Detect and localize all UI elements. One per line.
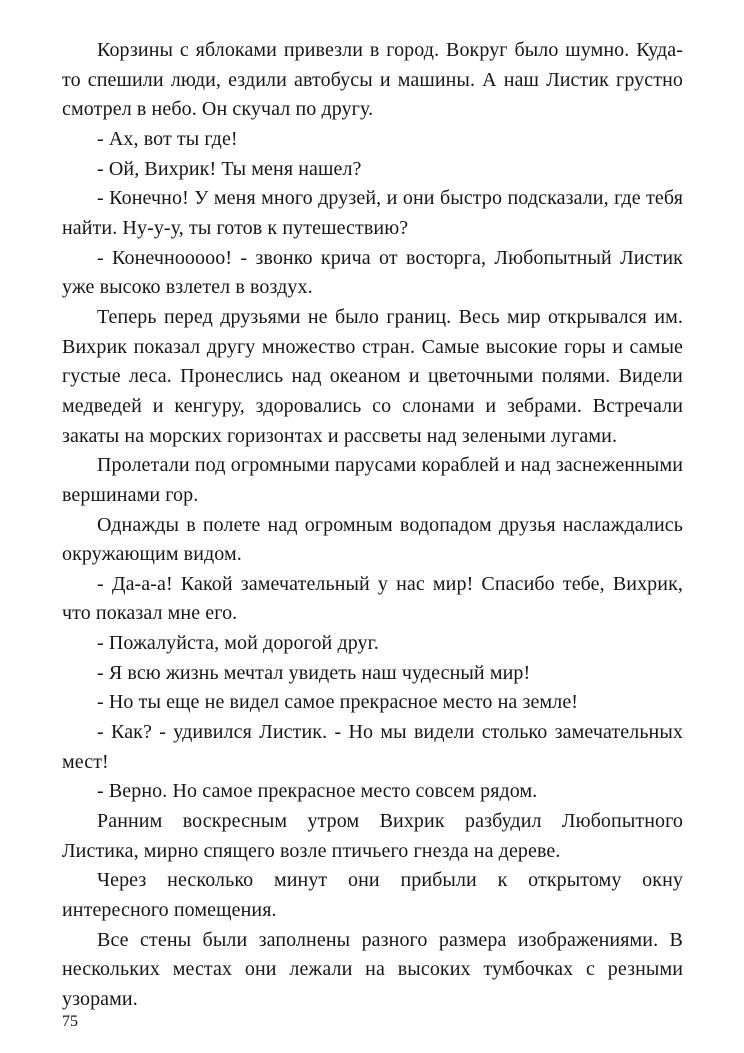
page-text-block bbox=[62, 36, 683, 1015]
paragraph: Через несколько минут они прибыли к открытому окну интересного помещения. bbox=[62, 869, 683, 922]
paragraph: Все стены были заполнены разного размера изображениями. В нескольких местах они лежали на высоких тумбочках с резными узорами. bbox=[62, 928, 683, 1010]
paragraph: - Конечно! У меня много друзей, и они быстро подсказали, где тебя найти. Ну-у-у, ты готов к путешествию? bbox=[62, 187, 683, 239]
paragraph: Корзины с яблоками привезли в город. Вокруг было шумно. Куда-то спешили люди, ездили автобусы и машины. А наш Листик грустно смотрел в небо. Он скучал по другу. bbox=[62, 39, 683, 121]
paragraph: Пролетали под огромными парусами кораблей и над заснеженными вершинами гор. bbox=[62, 454, 683, 506]
paragraph: - Да-а-а! Какой замечательный у нас мир! Спасибо тебе, Вихрик, что показал мне его. bbox=[62, 572, 683, 625]
page-number: 75 bbox=[62, 1013, 78, 1030]
paragraph: - Но ты еще не видел самое прекрасное место на земле! bbox=[97, 691, 579, 714]
paragraph: Однажды в полете над огромным водопадом друзья наслаждались окружающим видом. bbox=[62, 513, 683, 566]
paragraph: - Как? - удивился Листик. - Но мы видели столько замечательных мест! bbox=[62, 721, 683, 773]
paragraph: Ранним воскресным утром Вихрик разбудил Любопытного Листика, мирно спящего возле птичьего гнезда на дереве. bbox=[62, 810, 683, 862]
paragraph: - Конечнооооо! - звонко крича от восторга, Любопытный Листик уже высоко взлетел в воздух. bbox=[62, 246, 683, 299]
paragraph: - Верно. Но самое прекрасное место совсем рядом. bbox=[97, 780, 538, 803]
paragraph: - Ах, вот ты где! bbox=[97, 127, 238, 150]
paragraph: - Пожалуйста, мой дорогой друг. bbox=[97, 632, 379, 655]
paragraph: - Я всю жизнь мечтал увидеть наш чудесный мир! bbox=[97, 661, 531, 684]
paragraph: - Ой, Вихрик! Ты меня нашел? bbox=[97, 157, 362, 180]
paragraph: Теперь перед друзьями не было границ. Весь мир открывался им. Вихрик показал другу множество стран. Самые высокие горы и самые густые леса. Пронеслись над океаном и цветочными полями. Видели медведей и кенгуру, здоровались со слонами и зебрами. Встречали закаты на морских горизонтах и рассветы над зелеными лугами. bbox=[62, 305, 683, 447]
